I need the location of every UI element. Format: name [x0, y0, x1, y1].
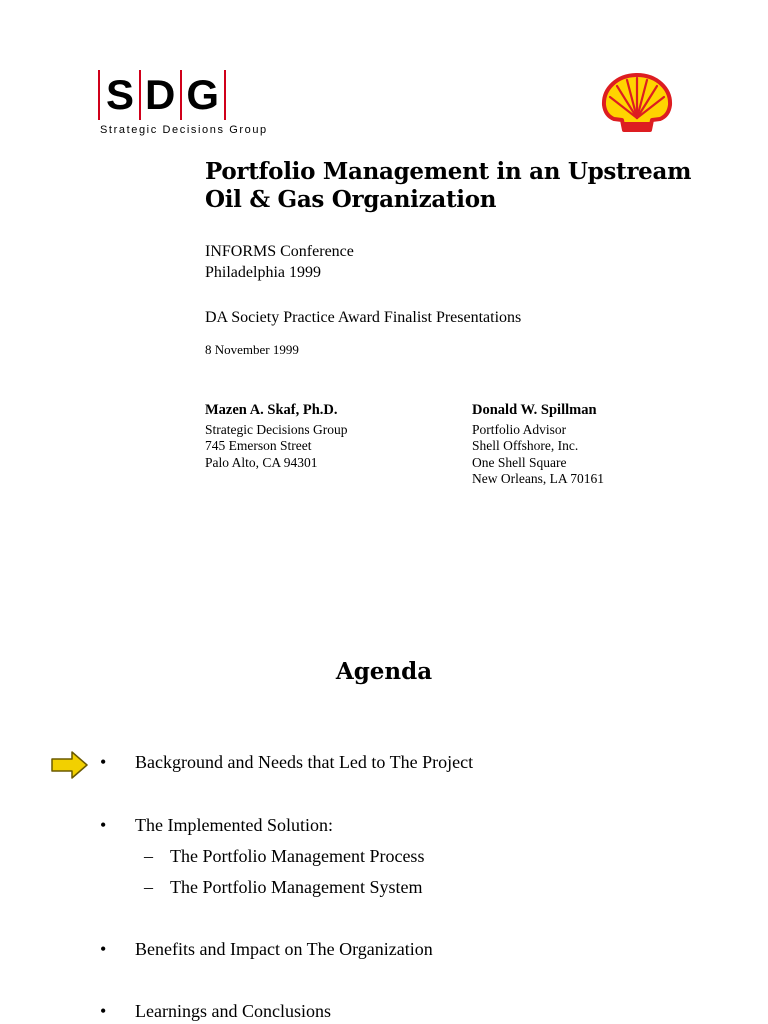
presentation-title: [205, 158, 691, 214]
bullet: •: [100, 939, 107, 959]
agenda-sub-item: [144, 846, 424, 867]
author-affiliation-line: Palo Alto, CA 94301: [205, 454, 318, 470]
conference-name: INFORMS Conference: [205, 243, 354, 260]
sdg-tagline: Strategic Decisions Group: [100, 124, 268, 136]
agenda-sub-item-label: The Portfolio Management System: [170, 877, 423, 897]
title-line-1: Portfolio Management in an Upstream: [205, 158, 692, 185]
author-block-skaf: [205, 402, 347, 471]
agenda-item-label: Benefits and Impact on The Organization: [135, 939, 433, 959]
sdg-logo-letter: G: [186, 71, 221, 118]
dash: –: [144, 846, 153, 866]
author-affiliation-line: 745 Emerson Street: [205, 438, 312, 453]
author-name: Mazen A. Skaf, Ph.D.: [205, 402, 338, 418]
author-affiliation-line: Shell Offshore, Inc.: [472, 438, 579, 453]
author-block-spillman: [472, 402, 604, 488]
agenda-item-label: Learnings and Conclusions: [135, 1001, 331, 1021]
sdg-logo: [98, 66, 298, 140]
conference-place-year: Philadelphia 1999: [205, 264, 321, 281]
sdg-logo-letter: D: [145, 71, 177, 118]
dash: –: [144, 877, 153, 897]
author-affiliation-line: Strategic Decisions Group: [205, 421, 348, 437]
author-affiliation-line: One Shell Square: [472, 454, 567, 470]
sdg-logo-rule: [98, 70, 100, 120]
agenda-title: Agenda: [335, 658, 433, 685]
agenda-sub-item-label: The Portfolio Management Process: [170, 846, 425, 866]
current-item-arrow-icon: [50, 750, 90, 780]
agenda-item: [100, 815, 333, 836]
author-affiliation-line: New Orleans, LA 70161: [472, 471, 604, 486]
author-name: Donald W. Spillman: [472, 402, 597, 418]
sdg-logo-letter: S: [106, 71, 136, 118]
agenda-item: [100, 1001, 331, 1022]
agenda-item: [100, 939, 433, 960]
agenda-item: [100, 752, 473, 773]
bullet: •: [100, 1001, 107, 1021]
award-line: DA Society Practice Award Finalist Presentations: [205, 309, 522, 326]
agenda-item-label: The Implemented Solution:: [135, 815, 333, 835]
title-line-2: Oil & Gas Organization: [205, 186, 497, 213]
agenda-sub-item: [144, 877, 422, 898]
sdg-logo-rule: [224, 70, 226, 120]
author-affiliation-line: Portfolio Advisor: [472, 421, 567, 437]
sdg-logo-letters: [98, 70, 226, 120]
agenda-item-label: Background and Needs that Led to The Project: [135, 752, 474, 772]
shell-logo-icon: [600, 72, 674, 134]
bullet: •: [100, 815, 107, 835]
bullet: •: [100, 752, 107, 772]
presentation-date: 8 November 1999: [205, 342, 299, 357]
